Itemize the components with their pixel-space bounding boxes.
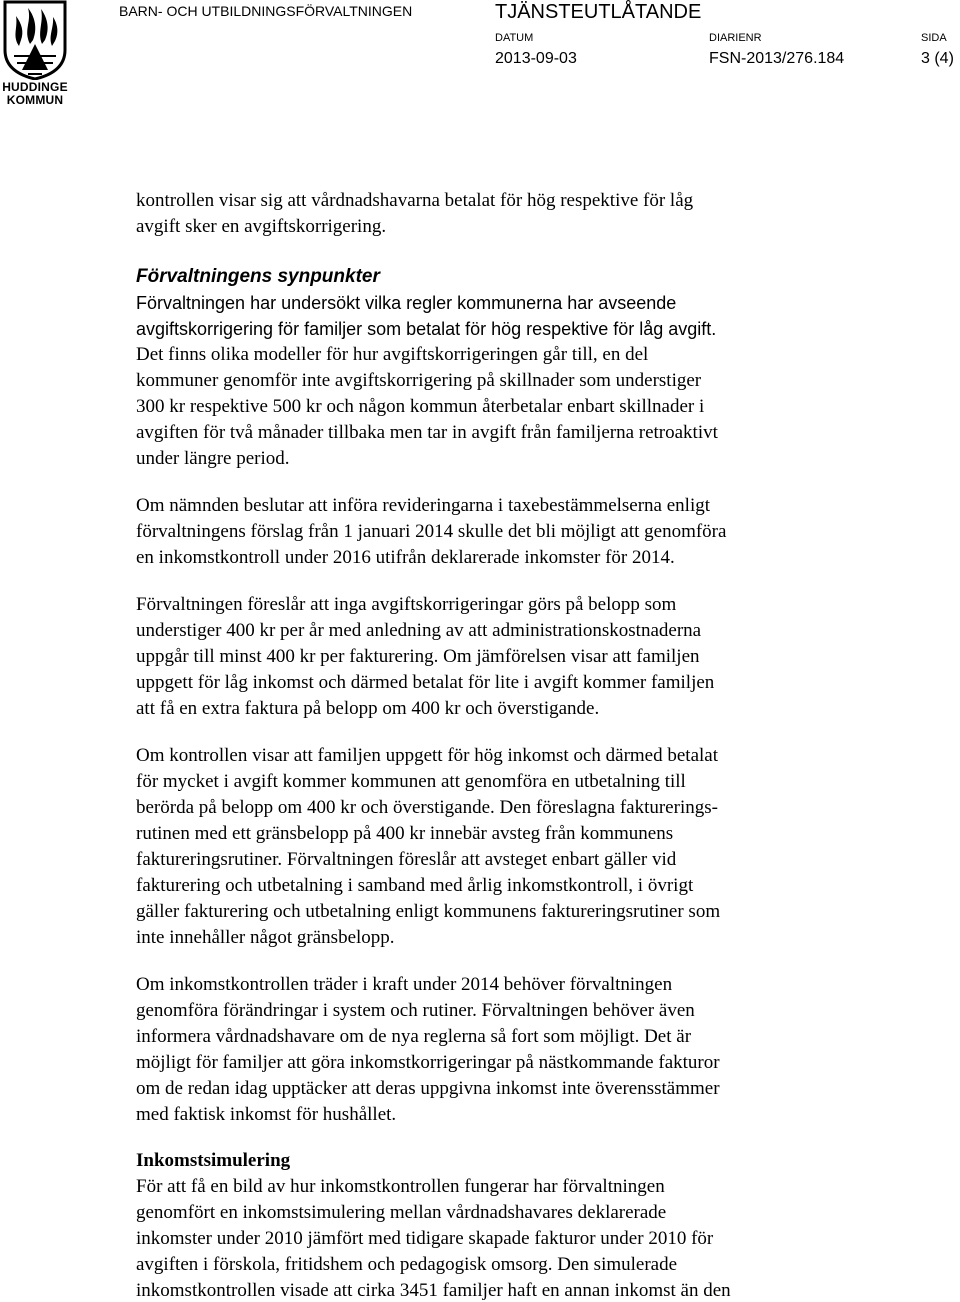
reference-value: FSN-2013/276.184 [709,50,845,67]
section-heading-inkomstsimulering: Inkomstsimulering [136,1150,291,1171]
coat-of-arms-icon [2,0,68,80]
text-line: inkomstkontrollen visade att cirka 3451 familjer haft en annan inkomst än den [136,1280,731,1301]
text-line: understiger 400 kr per år med anledning av att administrationskostnaderna [136,620,702,641]
text-line: fakturering och utbetalning i samband med årlig inkomstkontroll, i övrigt [136,875,694,896]
organization-name: BARN- OCH UTBILDNINGSFÖRVALTNINGEN [119,3,413,19]
text-line: kontrollen visar sig att vårdnadshavarna betalat för hög respektive för låg [136,190,694,211]
text-line: avgiftskorrigering för familjer som betalat för hög respektive för låg avgift. [136,319,717,339]
paragraph-1 [136,188,866,240]
paragraph-5 [136,743,866,951]
text-line: Om inkomstkontrollen träder i kraft under 2014 behöver förvaltningen [136,974,673,995]
text-line: avgiften i förskola, fritidshem och pedagogisk omsorg. Den simulerade [136,1254,678,1275]
date-value: 2013-09-03 [495,50,577,67]
paragraph-3 [136,493,866,571]
text-line: möjligt för familjer att göra inkomstkorrigeringar på nästkommande fakturor [136,1052,720,1073]
text-line: kommuner genomför inte avgiftskorrigering på skillnader som understiger [136,370,702,391]
text-line: berörda på belopp om 400 kr och överstigande. Den föreslagna fakturerings- [136,797,718,818]
text-line: För att få en bild av hur inkomstkontrollen fungerar har förvaltningen [136,1176,665,1197]
text-line: inkomster under 2010 jämfört med tidigare skapade fakturor under 2010 för [136,1228,714,1249]
logo-text-line2: KOMMUN [6,93,64,107]
text-line: med faktisk inkomst för hushållet. [136,1104,397,1125]
text-line: Förvaltningen har undersökt vilka regler kommunerna har avseende [136,293,677,313]
text-line: en inkomstkontroll under 2016 utifrån deklarerade inkomster för 2014. [136,547,675,568]
text-line: Förvaltningen föreslår att inga avgiftskorrigeringar görs på belopp som [136,594,677,615]
text-line: inte innehåller något gränsbelopp. [136,927,395,948]
text-line: gäller fakturering och utbetalning enligt kommunens faktureringsrutiner som [136,901,721,922]
paragraph-7 [136,1174,866,1302]
text-line: rutinen med ett gränsbelopp på 400 kr innebär avsteg från kommunens [136,823,674,844]
text-line: att få en extra faktura på belopp om 400 kr och överstigande. [136,698,600,719]
paragraph-6 [136,972,866,1128]
page-value: 3 (4) [921,50,954,67]
text-line: uppgår till minst 400 kr per fakturering. Om jämförelsen visar att familjen [136,646,700,667]
document-body [136,188,866,1302]
municipality-logo [0,0,70,110]
text-line: under längre period. [136,448,290,469]
section-heading-synpunkter: Förvaltningens synpunkter [136,266,380,287]
text-line: för mycket i avgift kommer kommunen att genomföra en utbetalning till [136,771,686,792]
text-line: förvaltningens förslag från 1 januari 2014 skulle det bli möjligt att genomföra [136,521,727,542]
text-line: Om nämnden beslutar att införa revideringarna i taxebestämmelserna enligt [136,495,711,516]
logo-text-line1: HUDDINGE [2,80,68,94]
date-label: DATUM [495,32,534,44]
text-line: genomfört en inkomstsimulering mellan vårdnadshavares deklarerade [136,1202,667,1223]
reference-label: DIARIENR [709,32,762,44]
page-label: SIDA [921,32,947,44]
text-line: Om kontrollen visar att familjen uppgett för hög inkomst och därmed betalat [136,745,718,766]
paragraph-2 [136,290,866,472]
text-line: informera vårdnadshavare om de nya reglerna så fort som möjligt. Det är [136,1026,692,1047]
text-line: 300 kr respektive 500 kr och någon kommun återbetalar enbart skillnader i [136,396,705,417]
text-line: faktureringsrutiner. Förvaltningen föreslår att avsteget enbart gäller vid [136,849,677,870]
text-line: genomföra förändringar i system och rutiner. Förvaltningen behöver även [136,1000,695,1021]
text-line: Det finns olika modeller för hur avgiftskorrigeringen går till, en del [136,344,649,365]
text-line: avgift sker en avgiftskorrigering. [136,216,387,237]
text-line: avgiften för två månader tillbaka men tar in avgift från familjerna retroaktivt [136,422,718,443]
text-line: uppgett för låg inkomst och därmed betalat för lite i avgift kommer familjen [136,672,715,693]
paragraph-4 [136,592,866,722]
text-line: om de redan idag upptäcker att deras uppgivna inkomst inte överensstämmer [136,1078,720,1099]
document-type: TJÄNSTEUTLÅTANDE [495,1,702,23]
